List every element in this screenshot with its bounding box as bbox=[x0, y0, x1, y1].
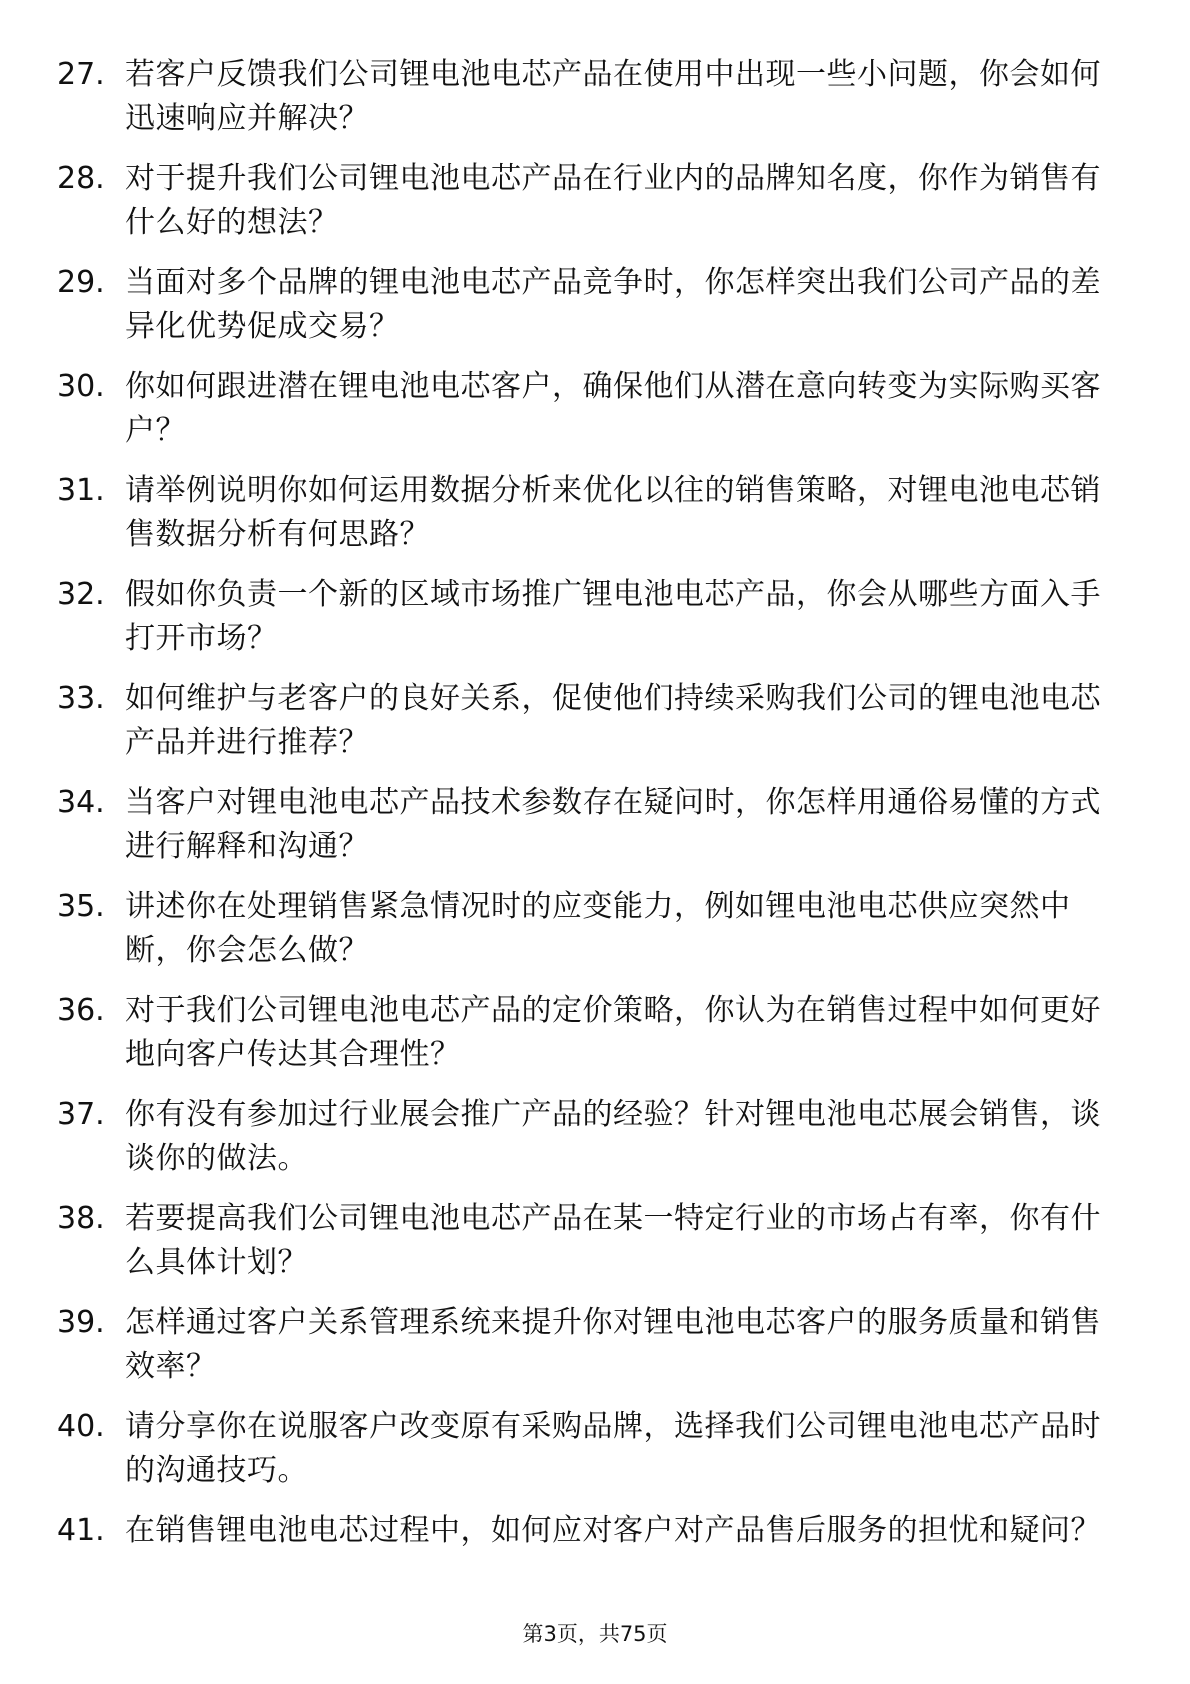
question-text: 在销售锂电池电芯过程中，如何应对客户对产品售后服务的担忧和疑问？ bbox=[125, 1513, 1101, 1548]
question-number: 32. bbox=[57, 577, 105, 612]
list-item bbox=[57, 989, 1117, 1093]
list-item bbox=[57, 1093, 1117, 1197]
list-item bbox=[57, 1301, 1117, 1405]
question-text: 对于提升我们公司锂电池电芯产品在行业内的品牌知名度，你作为销售有什么好的想法？ bbox=[125, 161, 1101, 240]
question-number: 31. bbox=[57, 473, 105, 508]
question-number: 28. bbox=[57, 161, 105, 196]
question-text: 请举例说明你如何运用数据分析来优化以往的销售策略，对锂电池电芯销售数据分析有何思路？ bbox=[125, 473, 1101, 552]
question-text: 你有没有参加过行业展会推广产品的经验？针对锂电池电芯展会销售，谈谈你的做法。 bbox=[125, 1097, 1101, 1176]
list-item bbox=[57, 365, 1117, 469]
question-list bbox=[57, 53, 1117, 1613]
list-item bbox=[57, 469, 1117, 573]
question-number: 35. bbox=[57, 889, 105, 924]
question-text: 对于我们公司锂电池电芯产品的定价策略，你认为在销售过程中如何更好地向客户传达其合理性？ bbox=[125, 993, 1101, 1072]
question-text: 当客户对锂电池电芯产品技术参数存在疑问时，你怎样用通俗易懂的方式进行解释和沟通？ bbox=[125, 785, 1101, 864]
question-text: 请分享你在说服客户改变原有采购品牌，选择我们公司锂电池电芯产品时的沟通技巧。 bbox=[125, 1409, 1101, 1488]
list-item bbox=[57, 157, 1117, 261]
page-footer: 第3页，共75页 bbox=[522, 1622, 668, 1646]
question-number: 33. bbox=[57, 681, 105, 716]
list-item bbox=[57, 1509, 1117, 1613]
question-number: 37. bbox=[57, 1097, 105, 1132]
question-text: 当面对多个品牌的锂电池电芯产品竞争时，你怎样突出我们公司产品的差异化优势促成交易？ bbox=[125, 265, 1101, 344]
question-text: 讲述你在处理销售紧急情况时的应变能力，例如锂电池电芯供应突然中断，你会怎么做？ bbox=[125, 889, 1071, 968]
question-text: 你如何跟进潜在锂电池电芯客户，确保他们从潜在意向转变为实际购买客户？ bbox=[125, 369, 1101, 448]
question-number: 30. bbox=[57, 369, 105, 404]
question-number: 41. bbox=[57, 1513, 105, 1548]
question-number: 39. bbox=[57, 1305, 105, 1340]
question-number: 36. bbox=[57, 993, 105, 1028]
question-number: 40. bbox=[57, 1409, 105, 1444]
question-text: 怎样通过客户关系管理系统来提升你对锂电池电芯客户的服务质量和销售效率？ bbox=[125, 1305, 1101, 1384]
list-item bbox=[57, 781, 1117, 885]
question-number: 34. bbox=[57, 785, 105, 820]
list-item bbox=[57, 573, 1117, 677]
list-item bbox=[57, 1197, 1117, 1301]
question-number: 27. bbox=[57, 57, 105, 92]
question-text: 若客户反馈我们公司锂电池电芯产品在使用中出现一些小问题，你会如何迅速响应并解决？ bbox=[125, 57, 1101, 136]
question-number: 29. bbox=[57, 265, 105, 300]
question-text: 若要提高我们公司锂电池电芯产品在某一特定行业的市场占有率，你有什么具体计划？ bbox=[125, 1201, 1101, 1280]
question-number: 38. bbox=[57, 1201, 105, 1236]
list-item bbox=[57, 1405, 1117, 1509]
question-text: 如何维护与老客户的良好关系，促使他们持续采购我们公司的锂电池电芯产品并进行推荐？ bbox=[125, 681, 1101, 760]
list-item bbox=[57, 885, 1117, 989]
list-item bbox=[57, 261, 1117, 365]
question-text: 假如你负责一个新的区域市场推广锂电池电芯产品，你会从哪些方面入手打开市场？ bbox=[125, 577, 1101, 656]
list-item bbox=[57, 53, 1117, 157]
list-item bbox=[57, 677, 1117, 781]
